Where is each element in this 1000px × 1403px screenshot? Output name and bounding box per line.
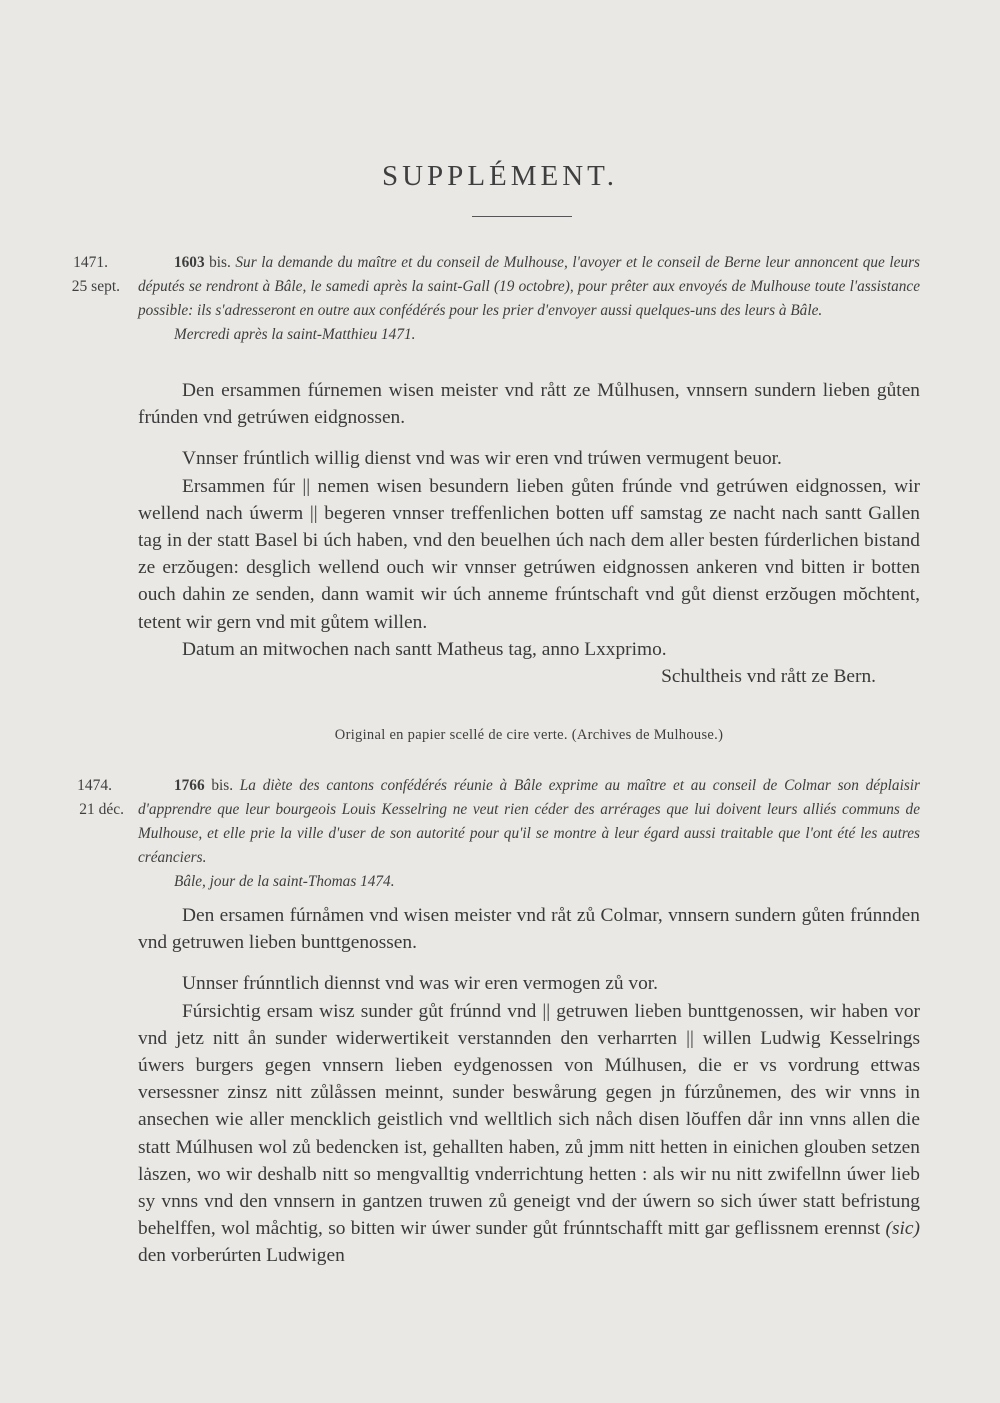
doc2-letter-end: den vorberúrten Ludwigen — [138, 1245, 345, 1267]
doc2-year: 1474. — [77, 777, 112, 794]
doc1-summary-text: Sur la demande du maître et du conseil de Mulhouse, l'avoyer et le conseil de Berne leur annoncent que leurs députés se rendront à Bâle, le samedi après la saint-Gall (19 octobre), pour prêter aux envoyés de Mulhouse toute l'assistance possible: ils s'adresseront en outre aux confédérés pour les prier d'envoyer aussi quelques-uns des leurs à Bâle. — [138, 254, 921, 319]
doc2-bis: bis. — [204, 777, 234, 794]
doc1-summary — [138, 251, 920, 347]
doc2-number: 1766 — [174, 777, 205, 794]
doc1-address: Den ersammen fúrnemen wisen meister vnd rått ze Můlhusen, vnnsern sundern lieben gůten frúnden vnd getrúwen eidgnossen. — [138, 380, 920, 429]
doc2-summary — [138, 774, 920, 894]
doc1-source-note: Original en papier scellé de cire verte. (Archives de Mulhouse.) — [334, 727, 724, 743]
doc2-letter-body — [138, 998, 920, 1270]
doc2-day: 21 déc. — [79, 801, 124, 818]
title-divider — [472, 216, 572, 217]
doc2-date-line: Bâle, jour de la saint-Thomas 1474. — [174, 873, 395, 890]
doc2-address: Den ersamen fúrnåmen vnd wisen meister vnd råt zů Colmar, vnnsern sundern gůten frúnnden vnd getruwen lieben bunttgenossen. — [138, 905, 920, 954]
doc1-signature: Schultheis vnd rått ze Bern. — [661, 666, 876, 688]
doc1-datum: Datum an mitwochen nach santt Matheus tag, anno Lxxprimo. — [182, 638, 667, 660]
doc1-year: 1471. — [73, 254, 108, 271]
doc1-greeting: Vnnser frúntlich willig dienst vnd was wir eren vnd trúwen vermugent beuor. — [182, 448, 782, 470]
doc1-margin-date — [56, 251, 120, 299]
doc1-letter — [138, 377, 920, 690]
doc1-number: 1603 — [174, 254, 205, 271]
doc2-letter — [138, 902, 920, 1270]
doc1-bis: bis. — [204, 254, 231, 271]
doc1-letter-body: Ersammen fúr || nemen wisen besundern lieben gůten frúnde vnd getrúwen eidgnossen, wir wellend nach úwerm || begeren vnnser treffenlichen botten uff samstag ze nacht nach santt Gallen tag in der statt Basel bi úch haben, vnd den beuelhen úch nach dem aller besten fúrderlichen bistand ze erzŏugen: desglich wellend ouch wir vnnser getrúwen eidgnossen ankeren vnd bitten ir botten ouch dahin ze senden, dann wamit wir úch anneme frúntschaft vnd gůt dienst erzŏugen mŏchtent, tetent wir gern vnd mit gůtem willen. — [138, 475, 920, 633]
doc2-margin-date — [60, 774, 124, 822]
page-title: SUPPLÉMENT. — [381, 160, 618, 192]
doc2-letter-text: Fúrsichtig ersam wisz sunder gůt frúnnd vnd || getruwen lieben bunttgenossen, wir haben vor vnd jetz nitt ån sunder widerwertikeit verstannden den verharrten || willen Ludwig Kesselrings úwers burgers gegen vnnsern lieben eydgenossen von Múlhusen, die er vs vordrung ettwas versessner zinsz nitt zůlåssen meinnt, sunder beswårung gegen jn fúrzůnemen, des wir vnns in ansechen wie aller mencklich geistlich vnd welltlich sich nåch disen lŏuffen dår inn vnns allen die statt Múlhusen wol zů bedencken ist, gehallten haben, zů jmm nitt hetten in einichen glouben setzen lȧszen, wo wir deshalb nitt so mengvalltig vnderrichtung hetten : als wir nu nitt zwifellnn úwer lieb sy vnns vnd den vnnsern in gantzen truwen zů geneigt vnd der úwern so sich úwer statt befristung behelffen, wol måchtig, so bitten wir úwer sunder gůt frúnntschafft mitt gar geflissnem erennst — [138, 1000, 920, 1240]
doc1-day: 25 sept. — [71, 278, 120, 295]
doc2-sic: (sic) — [885, 1218, 920, 1240]
doc1-date-line: Mercredi après la saint-Matthieu 1471. — [174, 326, 416, 343]
doc2-greeting: Unnser frúnntlich diennst vnd was wir eren vermogen zů vor. — [182, 973, 659, 995]
doc2-summary-text: La diète des cantons confédérés réunie à Bâle exprime au maître et au conseil de Colmar son déplaisir d'apprendre que leur bourgeois Louis Kesselring ne veut rien céder des arrérages que lui doivent leurs alliés communs de Mulhouse, et elle prie la ville d'user de son autorité pour qu'il se montre à leur égard aussi traitable que l'ont été les autres créanciers. — [138, 777, 920, 866]
